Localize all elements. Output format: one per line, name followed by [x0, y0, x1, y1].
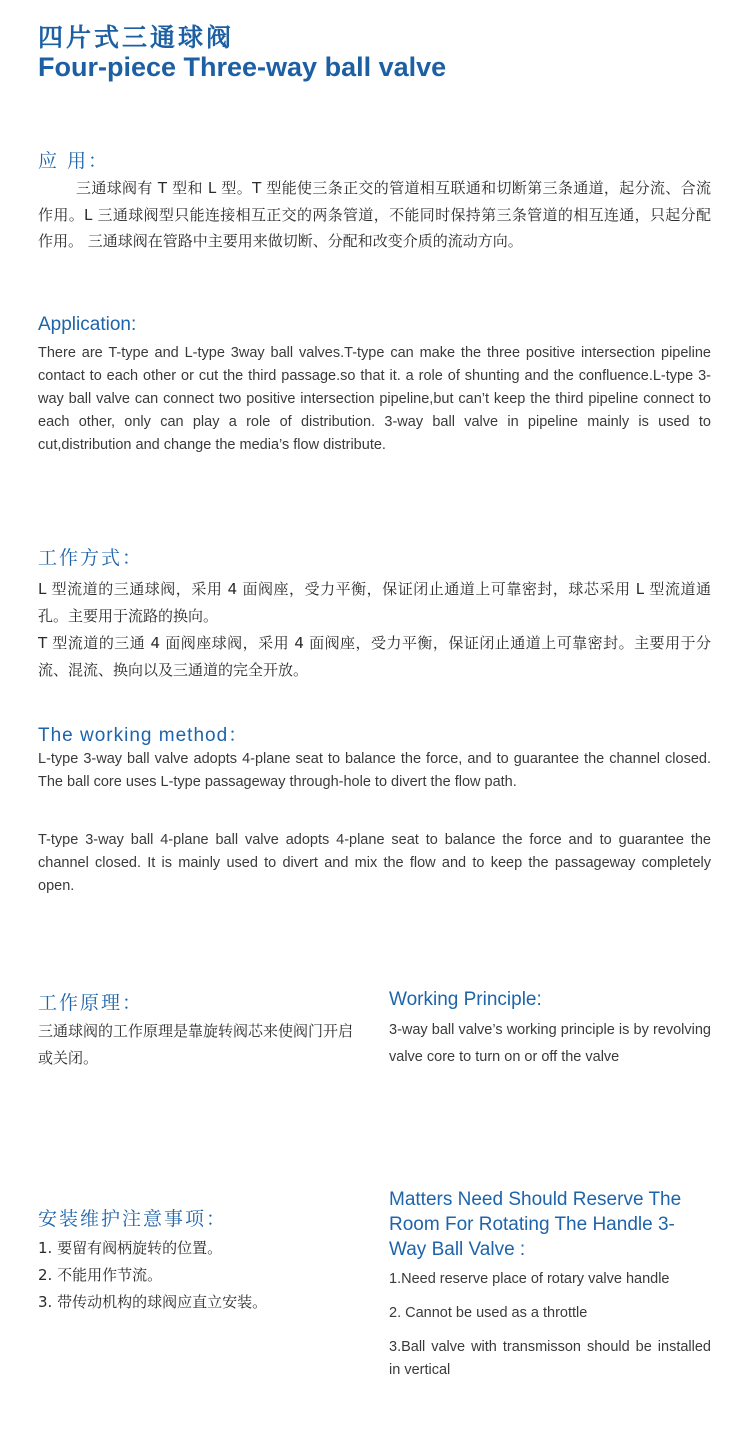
working-method-text-en-2: T-type 3-way ball 4-plane ball valve adopts 4-plane seat to balance the force and to guarantee the channel closed. It is mainly used to divert and mix the flow and to keep the passageway completely open.: [38, 832, 711, 894]
working-method-heading-cn: 工作方式：: [38, 547, 144, 569]
application-text-cn: 三通球阀有 T 型和 L 型。T 型能使三条正交的管道相互联通和切断第三条通道，起分流、合流作用。L 三通球阀型只能连接相互正交的两条管道，不能同时保持第三条管道的相互连通，只起分配作用。 三通球阀在管路中主要用来做切断、分配和改变介质的流动方向。: [38, 179, 711, 250]
application-heading-en: Application:: [38, 314, 137, 335]
list-item: 3.Ball valve with transmisson should be installed in vertical: [389, 1339, 711, 1378]
principle-text-en: 3-way ball valve’s working principle is by revolving valve core to turn on or off the valve: [389, 1022, 711, 1065]
working-method-text-cn-2: T 型流道的三通 4 面阀座球阀，采用 4 面阀座，受力平衡，保证闭止通道上可靠密封。主要用于分流、混流、换向以及三通道的完全开放。: [38, 634, 711, 679]
page-title-en: Four-piece Three-way ball valve: [38, 52, 447, 82]
page-title-cn: 四片式三通球阀: [38, 23, 235, 52]
maintenance-heading-en: Matters Need Should Reserve The Room For Rotating The Handle 3-Way Ball Valve :: [389, 1189, 682, 1260]
application-heading-cn: 应 用：: [38, 150, 110, 172]
list-item: 1.Need reserve place of rotary valve handle: [389, 1271, 670, 1287]
working-method-heading-en: The working method：: [38, 725, 249, 746]
application-text-en: There are T-type and L-type 3way ball valves.T-type can make the three positive intersection pipeline contact to each other or cut the third passage.so that it. a role of shunting and the confluence.L-type 3-way ball valve can connect two positive intersection pipeline,but can’t keep the third pipeline connect to each other, only can play a role of distribution. 3-way ball valve in pipeline mainly is used to cut,distribution and change the media’s flow distribute.: [38, 345, 711, 453]
maintenance-list-en: [389, 1268, 711, 1393]
working-method-text-cn-1: L 型流道的三通球阀，采用 4 面阀座，受力平衡，保证闭止通道上可靠密封，球芯采用 L 型流道通孔。主要用于流路的换向。: [38, 580, 711, 625]
working-method-text-en-1: L-type 3-way ball valve adopts 4-plane seat to balance the force, and to guarantee the channel closed. The ball core uses L-type passageway through-hole to divert the flow path.: [38, 751, 711, 790]
list-item: 1. 要留有阀柄旋转的位置。: [38, 1239, 223, 1257]
maintenance-heading-cn: 安装维护注意事项：: [38, 1208, 228, 1230]
principle-heading-cn: 工作原理：: [38, 992, 144, 1014]
principle-heading-en: Working Principle:: [389, 989, 542, 1010]
list-item: 2. Cannot be used as a throttle: [389, 1305, 588, 1321]
principle-text-cn: 三通球阀的工作原理是靠旋转阀芯来使阀门开启或关闭。: [38, 1022, 354, 1067]
list-item: 2. 不能用作节流。: [38, 1266, 163, 1284]
list-item: 3. 带传动机构的球阀应直立安装。: [38, 1293, 268, 1311]
maintenance-list-cn: [38, 1235, 358, 1316]
